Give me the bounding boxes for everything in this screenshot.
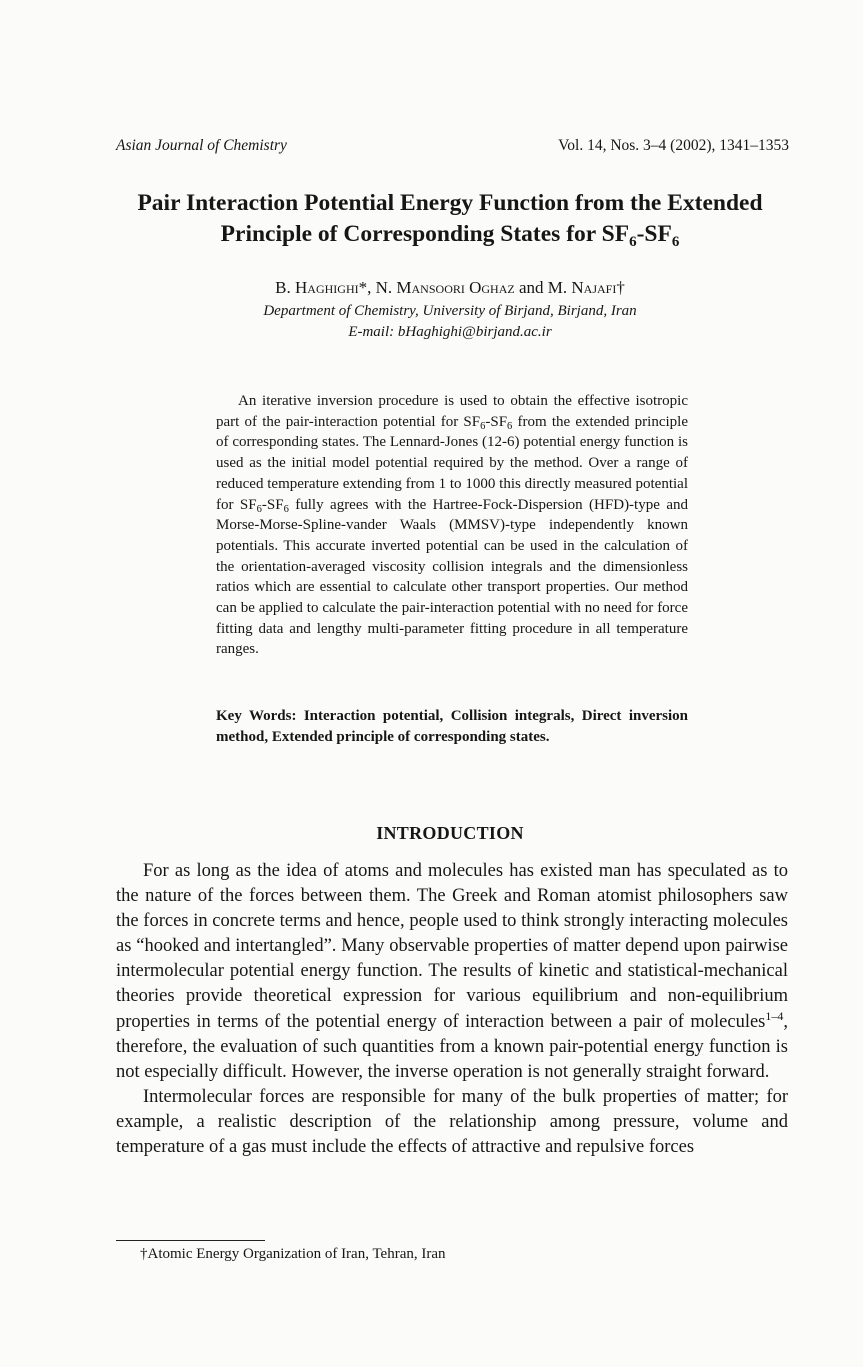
citation-reference: 1–4	[765, 1008, 784, 1023]
affiliation-email: E-mail: bHaghighi@birjand.ac.ir	[348, 324, 552, 340]
abstract	[216, 391, 688, 660]
footnote: †Atomic Energy Organization of Iran, Tehran, Iran	[140, 1246, 446, 1262]
title-line-2: Principle of Corresponding States for $SF_6-SF_6$	[220, 221, 680, 250]
body-text	[116, 859, 788, 1160]
affiliation	[100, 301, 800, 343]
footnote-divider	[116, 1240, 265, 1241]
running-header-journal: Asian Journal of Chemistry	[116, 137, 287, 154]
affiliation-department: Department of Chemistry, University of Birjand, Birjand, Iran	[263, 303, 637, 319]
author-list: B. Haghighi*, N. Mansoori Oghaz and M. Najafi†	[275, 278, 625, 297]
abstract-text: An iterative inversion procedure is used to obtain the effective isotropic part of the pair-interaction potential for $SF_6-SF_6$ from the extended principle of corresponding states. The Lennard-Jones (12-6) potential energy function is used as the initial model potential required by the method. Over a range of reduced temperature extending from 1 to 1000 this directly measured potential for $SF_6-SF_6$ fully agrees with the Hartree-Fock-Dispersion (HFD)-type and Morse-Morse-Spline-vander Waals (MMSV)-type independently known potentials. This accurate inverted potential can be used in the calculation of the orientation-averaged viscosity collision integrals and the dimensionless ratios which are essential to calculate other transport properties. Our method can be applied to calculate the pair-interaction potential with no need for force fitting data and lengthy multi-parameter fitting procedure in all temperature ranges.	[216, 393, 688, 658]
section-heading-introduction: INTRODUCTION	[376, 823, 524, 843]
paper-title	[100, 188, 800, 250]
keywords: Key Words: Interaction potential, Collision integrals, Direct inversion method, Extended principle of corresponding states.	[216, 708, 688, 745]
paragraph-1: For as long as the idea of atoms and molecules has existed man has speculated as to the nature of the forces between them. The Greek and Roman atomist philosophers saw the forces in concrete terms and hence, people used to think strongly interacting molecules as “hooked and intertangled”. Many observable properties of matter depend upon pairwise intermolecular potential energy function. The results of kinetic and statistical-mechanical theories provide theoretical expression for various equilibrium and non-equilibrium properties in terms of the potential energy of interaction between a pair of molecules$^{1-4}$, therefore, the evaluation of such quantities from a known pair-potential energy function is not especially difficult. However, the inverse operation is not generally straight forward.	[116, 861, 788, 1082]
paragraph-2: Intermolecular forces are responsible for many of the bulk properties of matter; for example, a realistic description of the relationship among pressure, volume and temperature of a gas must include the effects of attractive and repulsive forces	[116, 1086, 788, 1158]
title-line-1: Pair Interaction Potential Energy Function from the Extended	[137, 190, 763, 216]
running-header-volume: Vol. 14, Nos. 3–4 (2002), 1341–1353	[558, 137, 789, 154]
